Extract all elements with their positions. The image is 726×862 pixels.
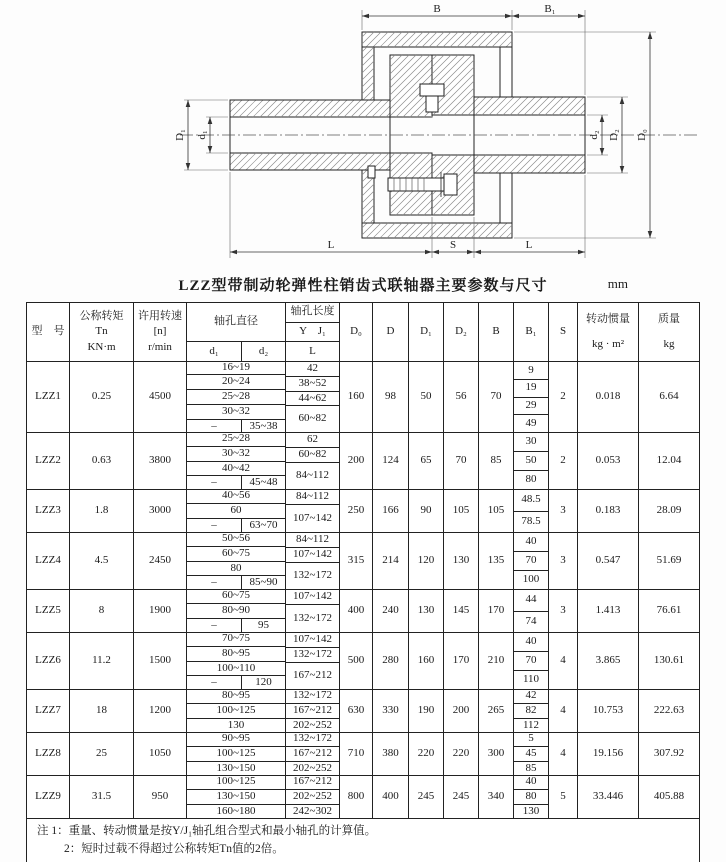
bore-d1-value: – [187, 519, 242, 532]
B1-value: 40 [514, 533, 548, 552]
B-cell: 70 [479, 362, 514, 432]
D2-cell: 70 [444, 433, 479, 489]
table-row [27, 690, 699, 733]
D-cell: 400 [373, 776, 409, 818]
B1-cell [514, 490, 549, 532]
bore-row: 80~95 [187, 647, 285, 662]
col-header-d1: d₁ [187, 342, 242, 361]
bore-row: 40~56 [187, 490, 285, 504]
bore-diameter-cell [187, 733, 286, 775]
bore-row: 30~32 [187, 405, 285, 420]
D1-cell: 245 [409, 776, 444, 818]
bore-diameter-cell [187, 590, 286, 632]
B1-value: 100 [522, 573, 540, 586]
bore-row: 160~180 [216, 804, 256, 817]
model-cell: LZZ4 [27, 533, 70, 589]
B-cell: 340 [479, 776, 514, 818]
bore-diameter-cell [187, 490, 286, 532]
bore-length-cell [286, 533, 340, 589]
torque-cell: 31.5 [70, 776, 134, 818]
torque-cell: 0.25 [70, 362, 134, 432]
bore-row: 20~24 [187, 375, 285, 390]
bore-row: 16~19 [187, 362, 285, 375]
length-value: 107~142 [293, 511, 332, 524]
length-value: 167~212 [286, 747, 339, 762]
B1-value: 40 [514, 633, 548, 652]
table-header [27, 303, 699, 362]
dim-label-D0: D₀ [636, 129, 648, 141]
B1-value: 45 [514, 747, 548, 762]
B1-value: 30 [514, 433, 548, 452]
S-cell: 3 [549, 490, 578, 532]
speed-cell: 1050 [134, 733, 187, 775]
B-cell: 170 [479, 590, 514, 632]
torque-cell: 4.5 [70, 533, 134, 589]
length-value: 167~212 [286, 776, 339, 790]
dim-label-L: L [327, 239, 335, 251]
B-cell: 210 [479, 633, 514, 689]
torque-cell: 0.63 [70, 433, 134, 489]
D2-cell: 130 [444, 533, 479, 589]
length-value: 84~112 [286, 490, 339, 505]
B1-cell [514, 776, 549, 818]
dim-label-B1: B₁ [544, 3, 556, 15]
length-value: 132~172 [293, 611, 332, 624]
dim-label-D2: D₂ [608, 129, 620, 141]
length-value: 60~82 [286, 448, 339, 463]
model-cell: LZZ5 [27, 590, 70, 632]
D1-cell: 50 [409, 362, 444, 432]
torque-cell: 18 [70, 690, 134, 732]
bore-d1-value: – [187, 476, 242, 489]
length-value: 84~112 [295, 468, 330, 481]
col-header-inertia: 转动惯量 kg · m² [578, 303, 639, 361]
D1-cell: 220 [409, 733, 444, 775]
D2-cell: 145 [444, 590, 479, 632]
bore-row: 40~42 [187, 462, 285, 477]
B1-value: 50 [514, 452, 548, 471]
B1-cell [514, 362, 549, 432]
B1-value: 49 [525, 416, 537, 429]
S-cell: 3 [549, 533, 578, 589]
inertia-cell: 0.547 [578, 533, 639, 589]
table-row [27, 362, 699, 433]
bore-d1-value: – [187, 676, 242, 689]
D0-cell: 500 [340, 633, 373, 689]
dim-label-L2: L [525, 239, 533, 251]
bore-row: 60~75 [187, 590, 285, 604]
bore-length-cell [286, 490, 340, 532]
B1-value: 78.5 [521, 514, 541, 527]
bore-row: 50~56 [187, 533, 285, 547]
dim-label-d1: d₁ [196, 130, 208, 140]
B1-value: 112 [522, 718, 540, 731]
speed-cell: 1200 [134, 690, 187, 732]
B1-cell [514, 533, 549, 589]
bore-length-cell [286, 590, 340, 632]
bore-length-cell [286, 633, 340, 689]
dim-label-D1: D₁ [174, 129, 186, 141]
model-cell: LZZ7 [27, 690, 70, 732]
bore-row [187, 420, 285, 432]
bore-d2-value: 85~90 [249, 576, 278, 589]
length-value: 132~172 [286, 733, 339, 747]
col-header-L: L [309, 344, 316, 357]
B1-cell [514, 733, 549, 775]
D2-cell: 245 [444, 776, 479, 818]
inertia-cell: 19.156 [578, 733, 639, 775]
col-header-D2: D₂ [444, 303, 479, 361]
S-cell: 4 [549, 733, 578, 775]
model-cell: LZZ8 [27, 733, 70, 775]
speed-cell: 2450 [134, 533, 187, 589]
D-cell: 280 [373, 633, 409, 689]
col-header-D1: D₁ [409, 303, 444, 361]
D1-cell: 65 [409, 433, 444, 489]
D2-cell: 200 [444, 690, 479, 732]
inertia-cell: 33.446 [578, 776, 639, 818]
col-header-bore-length: 轴孔长度 Y J₁ L [286, 303, 340, 361]
B-cell: 265 [479, 690, 514, 732]
bore-d1-value: – [187, 576, 242, 589]
bore-row: 130 [227, 718, 245, 731]
B-cell: 105 [479, 490, 514, 532]
bore-row [187, 619, 285, 632]
B1-value: 70 [514, 652, 548, 671]
B1-value: 9 [514, 362, 548, 380]
speed-cell: 4500 [134, 362, 187, 432]
D1-cell: 190 [409, 690, 444, 732]
bore-row: 60 [187, 504, 285, 519]
table-row [27, 633, 699, 690]
B1-value: 48.5 [514, 490, 548, 512]
D0-cell: 315 [340, 533, 373, 589]
mass-cell: 222.63 [653, 704, 685, 717]
mass-cell: 28.09 [656, 504, 682, 517]
speed-cell: 3800 [134, 433, 187, 489]
model-cell: LZZ1 [27, 362, 70, 432]
mass-cell: 130.61 [653, 654, 685, 667]
torque-cell: 25 [70, 733, 134, 775]
bore-row [187, 576, 285, 589]
col-header-B: B [479, 303, 514, 361]
length-value: 107~142 [286, 548, 339, 563]
length-value: 62 [286, 433, 339, 448]
B-cell: 135 [479, 533, 514, 589]
mass-cell: 405.88 [653, 790, 685, 803]
D0-cell: 630 [340, 690, 373, 732]
unit-label: mm [607, 276, 628, 291]
length-value: 84~112 [286, 533, 339, 548]
D-cell: 330 [373, 690, 409, 732]
length-value: 60~82 [298, 412, 327, 425]
footnotes [27, 819, 699, 862]
bore-row: 90~95 [187, 733, 285, 747]
S-cell: 2 [549, 362, 578, 432]
mass-cell: 12.04 [656, 454, 682, 467]
D1-cell: 90 [409, 490, 444, 532]
B1-value: 80 [514, 790, 548, 805]
D0-cell: 250 [340, 490, 373, 532]
bore-row [187, 519, 285, 532]
col-header-mass: 质量 kg [658, 313, 680, 350]
bore-diameter-cell [187, 362, 286, 432]
D2-cell: 105 [444, 490, 479, 532]
length-value: 202~252 [293, 761, 332, 774]
footnote-1: 注 1：重量、转动惯量是按Y/J₁轴孔组合型式和最小轴孔的计算值。 [37, 825, 377, 837]
bore-row: 100~125 [187, 776, 285, 790]
length-value: 167~212 [286, 704, 339, 719]
dim-label-B: B [433, 3, 441, 15]
torque-cell: 11.2 [70, 633, 134, 689]
B1-value: 19 [514, 380, 548, 398]
length-value: 242~302 [293, 804, 332, 817]
length-value: 167~212 [293, 668, 332, 681]
col-header-yj1: Y J₁ [286, 323, 339, 343]
B1-value: 74 [525, 614, 537, 627]
D-cell: 240 [373, 590, 409, 632]
mass-cell: 76.61 [656, 604, 682, 617]
model-cell: LZZ9 [27, 776, 70, 818]
bore-row: 80~90 [187, 604, 285, 619]
col-header-d2: d₂ [258, 344, 269, 357]
B1-value: 42 [514, 690, 548, 704]
length-value: 42 [286, 362, 339, 377]
bore-diameter-cell [187, 690, 286, 732]
parameter-table [26, 302, 700, 862]
col-header-speed: 许用转速 [n] r/min [134, 303, 187, 361]
length-value: 202~252 [293, 718, 332, 731]
bore-row: 80 [187, 562, 285, 577]
table-row [27, 590, 699, 633]
D2-cell: 170 [444, 633, 479, 689]
bore-length-cell [286, 433, 340, 489]
D0-cell: 160 [340, 362, 373, 432]
inertia-cell: 3.865 [578, 633, 639, 689]
col-header-D: D [373, 303, 409, 361]
B1-value: 110 [522, 673, 540, 686]
bore-row: 60~75 [187, 547, 285, 562]
bore-d2-value: 63~70 [249, 518, 278, 531]
col-header-torque: 公称转矩 Tn KN·m [70, 303, 134, 361]
table-row [27, 433, 699, 490]
length-value: 132~172 [293, 568, 332, 581]
bore-d1-value: – [187, 420, 242, 432]
dim-label-S: S [449, 239, 457, 251]
bore-row: 80~95 [187, 690, 285, 704]
B1-cell [514, 590, 549, 632]
speed-cell: 1900 [134, 590, 187, 632]
length-value: 132~172 [286, 690, 339, 704]
length-value: 107~142 [286, 633, 339, 648]
table-row [27, 733, 699, 776]
D-cell: 124 [373, 433, 409, 489]
B1-value: 29 [514, 398, 548, 416]
B1-value: 80 [525, 473, 537, 486]
dim-label-d2: d₂ [588, 130, 600, 140]
inertia-cell: 10.753 [578, 690, 639, 732]
D-cell: 98 [373, 362, 409, 432]
model-cell: LZZ2 [27, 433, 70, 489]
col-header-model: 型 号 [27, 303, 70, 361]
title-bar [0, 274, 726, 298]
bore-d2-value: 95 [258, 618, 269, 631]
length-value: 132~172 [286, 648, 339, 663]
B1-value: 44 [514, 590, 548, 612]
D0-cell: 200 [340, 433, 373, 489]
B1-value: 40 [514, 776, 548, 790]
inertia-cell: 0.183 [578, 490, 639, 532]
bore-row [187, 476, 285, 489]
B-cell: 300 [479, 733, 514, 775]
B1-cell [514, 633, 549, 689]
length-value: 107~142 [286, 590, 339, 605]
bore-row: 130~150 [187, 790, 285, 805]
inertia-cell: 0.018 [578, 362, 639, 432]
S-cell: 2 [549, 433, 578, 489]
bore-row: 130~150 [216, 761, 256, 774]
bore-row [187, 676, 285, 689]
S-cell: 3 [549, 590, 578, 632]
bore-length-cell [286, 690, 340, 732]
D2-cell: 220 [444, 733, 479, 775]
bore-diameter-cell [187, 633, 286, 689]
mass-cell: 6.64 [659, 390, 679, 403]
col-header-B1: B₁ [514, 303, 549, 361]
D-cell: 380 [373, 733, 409, 775]
inertia-cell: 0.053 [578, 433, 639, 489]
model-cell: LZZ6 [27, 633, 70, 689]
bore-length-cell [286, 362, 340, 432]
D0-cell: 800 [340, 776, 373, 818]
speed-cell: 950 [134, 776, 187, 818]
S-cell: 5 [549, 776, 578, 818]
page-title: LZZ型带制动轮弹性柱销齿式联轴器主要参数与尺寸 [178, 278, 548, 294]
bore-row: 100~125 [187, 747, 285, 762]
B1-value: 85 [525, 761, 537, 774]
D0-cell: 400 [340, 590, 373, 632]
B1-value: 82 [514, 704, 548, 719]
table-body [27, 362, 699, 819]
B1-value: 130 [522, 804, 540, 817]
torque-cell: 1.8 [70, 490, 134, 532]
bore-diameter-cell [187, 533, 286, 589]
bore-diameter-cell [187, 776, 286, 818]
bore-row: 70~75 [187, 633, 285, 647]
inertia-cell: 1.413 [578, 590, 639, 632]
mass-cell: 51.69 [656, 554, 682, 567]
bore-diameter-cell [187, 433, 286, 489]
bore-d2-value: 120 [255, 676, 272, 689]
B1-cell [514, 690, 549, 732]
length-value: 38~52 [286, 377, 339, 392]
D-cell: 166 [373, 490, 409, 532]
table-row [27, 776, 699, 819]
model-cell: LZZ3 [27, 490, 70, 532]
footnote-2: 2：短时过载不得超过公称转矩Tn值的2倍。 [64, 842, 284, 855]
D0-cell: 710 [340, 733, 373, 775]
table-row [27, 490, 699, 533]
B-cell: 85 [479, 433, 514, 489]
technical-drawing [0, 0, 726, 272]
bore-length-cell [286, 776, 340, 818]
D1-cell: 130 [409, 590, 444, 632]
bore-d2-value: 45~48 [249, 476, 278, 489]
B1-cell [514, 433, 549, 489]
S-cell: 4 [549, 690, 578, 732]
bore-row: 100~110 [187, 662, 285, 677]
speed-cell: 1500 [134, 633, 187, 689]
col-header-bore-diameter: 轴孔直径 d₁ d₂ [187, 303, 286, 361]
speed-cell: 3000 [134, 490, 187, 532]
torque-cell: 8 [70, 590, 134, 632]
length-value: 202~252 [286, 790, 339, 805]
D-cell: 214 [373, 533, 409, 589]
D1-cell: 120 [409, 533, 444, 589]
bore-row: 100~125 [187, 704, 285, 719]
bore-d2-value: 35~38 [249, 419, 278, 432]
bore-d1-value: – [187, 619, 242, 632]
col-header-S: S [549, 303, 578, 361]
D2-cell: 56 [444, 362, 479, 432]
B1-value: 5 [514, 733, 548, 747]
mass-cell: 307.92 [653, 747, 685, 760]
bore-row: 25~28 [187, 390, 285, 405]
table-row [27, 533, 699, 590]
D1-cell: 160 [409, 633, 444, 689]
length-value: 44~62 [286, 392, 339, 407]
bore-length-cell [286, 733, 340, 775]
S-cell: 4 [549, 633, 578, 689]
B1-value: 70 [514, 552, 548, 571]
col-header-D0: D₀ [340, 303, 373, 361]
bore-row: 25~28 [187, 433, 285, 447]
bore-row: 30~32 [187, 447, 285, 462]
